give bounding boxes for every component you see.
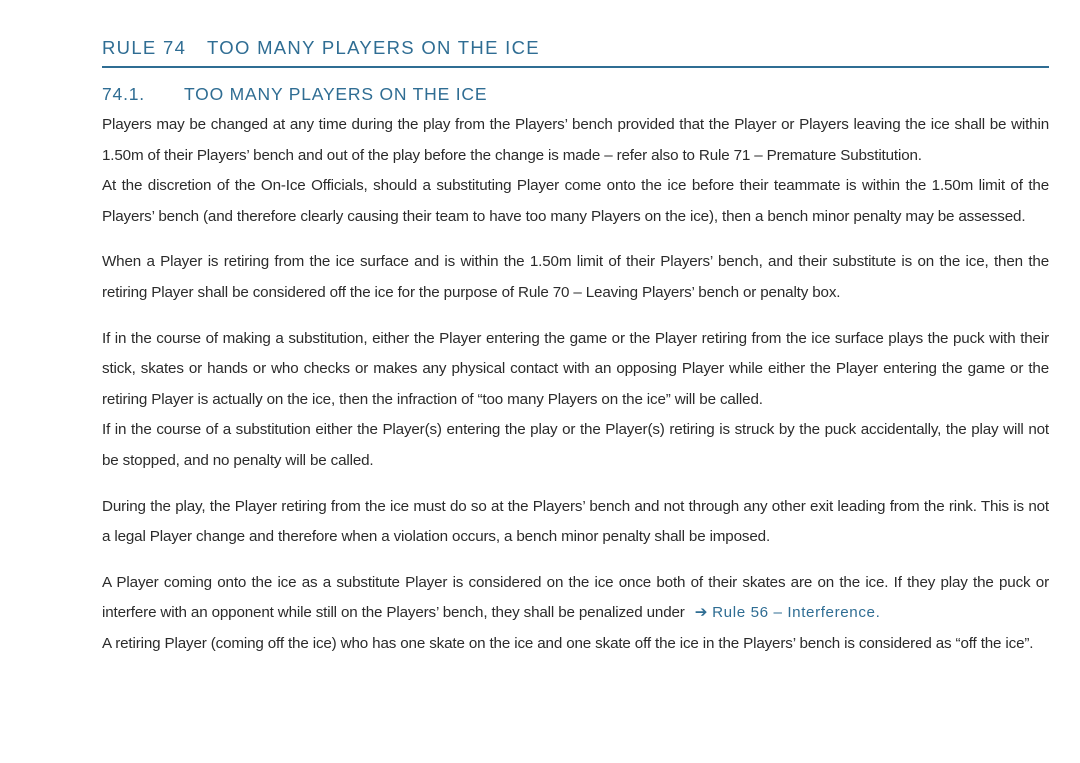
paragraph-off-the-ice: A retiring Player (coming off the ice) who has one skate on the ice and one skate off the ice in the Players’ bench is considered as “off the ice”. — [102, 634, 1034, 652]
section-heading — [102, 82, 1049, 106]
paragraph-exit-rink: During the play, the Player retiring from the ice must do so at the Players’ bench and not through any other exit leading from the rink. This is not a legal Player change and therefore when a violation occurs, a bench minor penalty shall be imposed. — [102, 497, 1049, 546]
paragraph-substitute-on-ice — [102, 568, 1049, 629]
paragraph-substitution-infraction: If in the course of making a substitution, either the Player entering the game or the Player retiring from the ice surface plays the puck with their stick, skates or hands or who checks or makes any physical contact with an opposing Player while either the Player entering the game or the retiring Player is actually on the ice, then the infraction of “too many Players on the ice” will be called. — [102, 329, 1049, 408]
rule-56-link-period: . — [875, 604, 881, 622]
arrow-right-icon: ➔ — [694, 604, 709, 622]
paragraph-substitute-text: A Player coming onto the ice as a substitute Player is considered on the ice once both of their skates are on the ice. If they play the puck or interfere with an opponent while still on the Players’ bench, they shall be penalized under — [102, 573, 1049, 622]
rule-body — [102, 110, 1049, 660]
rule-56-link-label: Rule 56 – Interference — [712, 604, 876, 622]
rule-title: TOO MANY PLAYERS ON THE ICE — [207, 37, 540, 58]
section-number: 74.1. — [102, 84, 145, 104]
rule-number: RULE 74 — [102, 37, 187, 58]
paragraph-retiring-player: When a Player is retiring from the ice surface and is within the 1.50m limit of their Players’ bench, and their substitute is on the ice, then the retiring Player shall be considered off the ice for the purpose of Rule 70 – Leaving Players’ bench or penalty box. — [102, 253, 1049, 301]
paragraph-officials-discretion: At the discretion of the On-Ice Officials, should a substituting Player come onto the ice before their teammate is within the 1.50m limit of the Players’ bench (and therefore clearly causing their team to have too many Players on the ice), then a bench minor penalty may be assessed. — [102, 177, 1049, 225]
rule-header — [102, 36, 1049, 68]
rule-56-link[interactable] — [689, 604, 881, 621]
section-title: TOO MANY PLAYERS ON THE ICE — [184, 84, 488, 104]
paragraph-struck-by-puck: If in the course of a substitution either the Player(s) entering the play or the Player(s) retiring is struck by the puck accidentally, the play will not be stopped, and no penalty will be called. — [102, 421, 1049, 469]
paragraph-player-changes: Players may be changed at any time during the play from the Players’ bench provided that the Player or Players leaving the ice shall be within 1.50m of their Players’ bench and out of the play before the change is made – refer also to Rule 71 – Premature Substitution. — [102, 116, 1049, 164]
rulebook-page — [102, 36, 1049, 660]
